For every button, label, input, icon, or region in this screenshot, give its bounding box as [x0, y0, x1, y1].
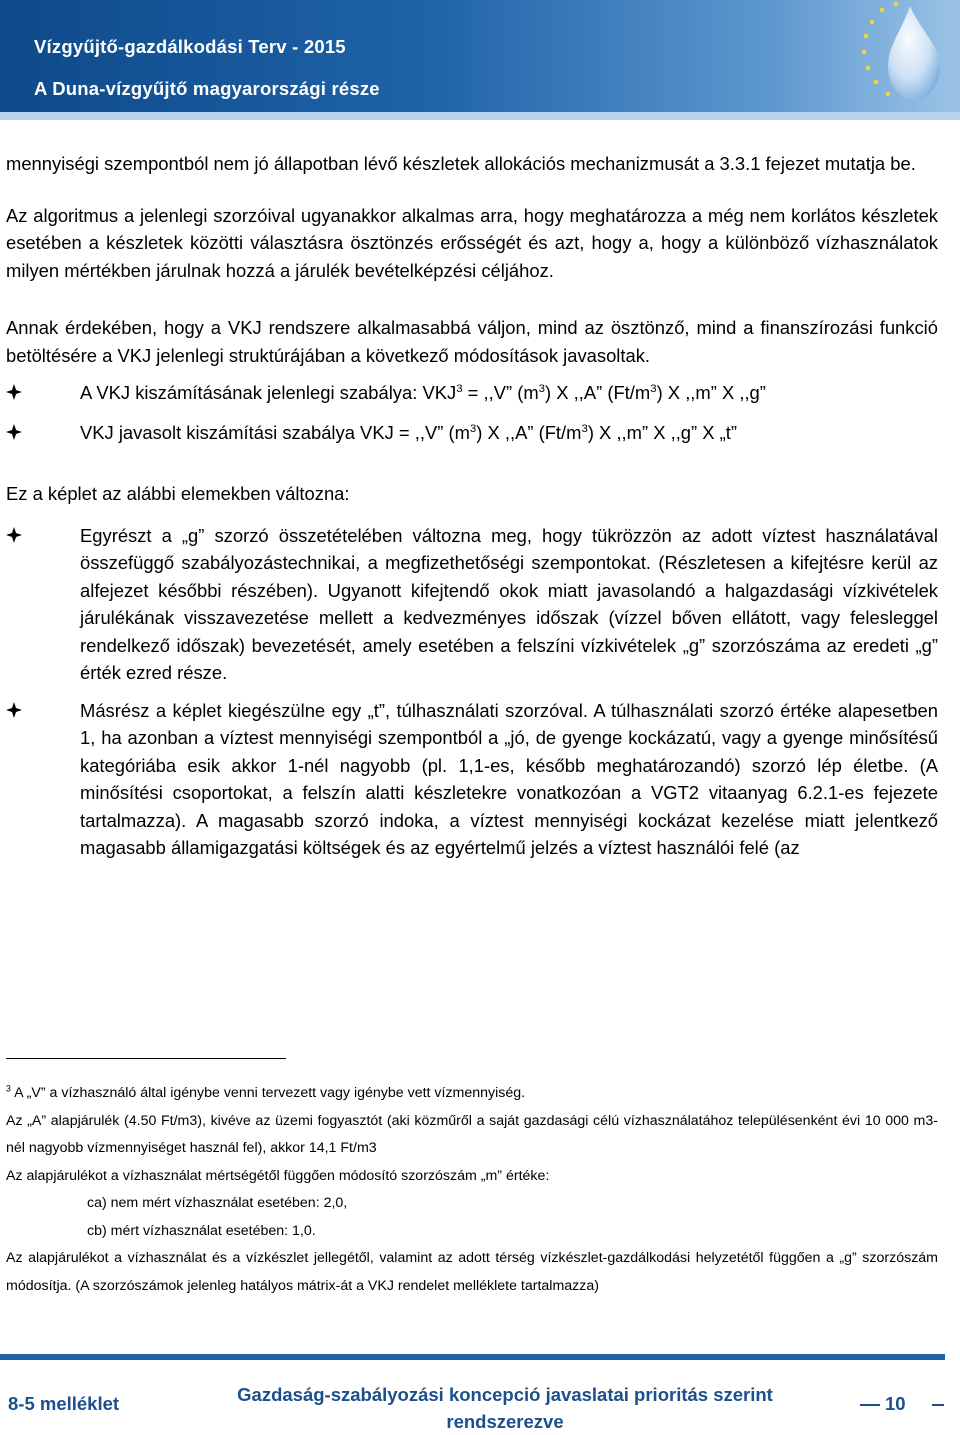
- main-content: [6, 150, 938, 862]
- paragraph-elements: Ez a képlet az alábbi elemekben változna:: [6, 483, 350, 504]
- paragraph-proposal: Annak érdekében, hogy a VKJ rendszere alkalmasabbá váljon, mind az ösztönző, mind a finanszírozási funkció betöltésére a VKJ jelenlegi struktúrájában a következő módosítások javasoltak.: [6, 317, 938, 366]
- header-title: Vízgyűjtő-gazdálkodási Terv - 2015: [34, 36, 346, 57]
- footnote-3: Az alapjárulékot a vízhasználat mértségétől függően módosító szorzószám „m” értéke:: [6, 1167, 550, 1184]
- bullet-t-multiplier: Másrész a képlet kiegészülne egy „t”, túlhasználati szorzóval. A túlhasználati szorzó értéke alapesetben 1, ha azonban a víztest mennyiségi szempontból a „jó, de gyenge kockázatú, vagy a gyenge minősítésű kategóriába esik akkor 1-nél nagyobb (pl. 1,1-es, később meghatározandó) szorzó lép életbe. (A minősítési csoportokat, a felszín alatti készletekre vonatkozóan a VGT2 vitaanyag 6.2.1-es fejezete tartalmazza). A magasabb szorzó indoka, a víztest mennyiségi kockázat kezelése miatt jelentkező magasabb államigazgatási költségek és az egyértelmű jelzés a víztest használói felé (az: [6, 697, 938, 862]
- footer-dash: [932, 1404, 944, 1406]
- footnote-3a: ca) nem mért vízhasználat esetében: 2,0,: [87, 1195, 348, 1211]
- paragraph-intro: mennyiségi szempontból nem jó állapotban lévő készletek allokációs mechanizmusát a 3.3.1 fejezet mutatja be.: [6, 153, 916, 174]
- footnote-2: Az „A” alapjárulék (4.50 Ft/m3), kivéve az üzemi fogyasztót (aki közműről a saját gazdasági célú vízhasználatához településenként évi 10 000 m3-nél nagyobb vízmennyiséget használ fel), akkor 14,1 Ft/m3: [6, 1112, 938, 1156]
- footer-annex-label: 8-5 melléklet: [8, 1393, 120, 1414]
- footer-chapter-title: Gazdaság-szabályozási koncepció javaslatai prioritás szerint rendszerezve: [237, 1384, 773, 1432]
- footnote-3b: cb) mért vízhasználat esetében: 1,0.: [87, 1222, 316, 1239]
- header-subtitle: A Duna-vízgyűjtő magyarországi része: [34, 78, 380, 99]
- sparkle-bullet-icon: [6, 697, 22, 723]
- footnote-rule: [6, 1058, 286, 1059]
- bullet-current-rule: A VKJ kiszámításának jelenlegi szabálya: $VKJ^3 = ,,V$” $(m^3)$ X ,,A” $(Ft/m^3)$ X ,,m” X ,,g”: [6, 379, 938, 407]
- sparkle-bullet-icon: [6, 522, 22, 548]
- bullet-proposed-rule: VKJ javasolt kiszámítási szabálya VKJ = ,,V” $(m^3)$ X ,,A” $(Ft/m^3)$ X ,,m” X ,,g” X „t”: [6, 419, 938, 447]
- page-header: [0, 0, 960, 112]
- header-band: [0, 112, 960, 120]
- page-number: 10: [885, 1393, 906, 1414]
- bullet-g-multiplier: Egyrészt a „g” szorzó összetételében változna meg, hogy tükrözzön az adott víztest használatával összefüggő szabályozástechnikai, a megfizethetőségi szempontokat. (Részletesen a kifejtésre kerül az alfejezet későbbi részében). Ugyanott kifejtendő okok miatt javasolandó a halgazdasági vízkivételek járulékának visszavezetése mellett a kedvezményes időszak (vízzel bőven ellátott, vagy felesleggel rendelkező időszak) bevezetését, amely esetében a felszíni vízkivételek „g” szorzószáma az eredeti „g” érték ezred része.: [6, 522, 938, 687]
- footnote-1: $^3$ A „V” a vízhasználó által igénybe venni tervezett vagy igénybe vett vízmennyiség.: [6, 1083, 526, 1101]
- sparkle-bullet-icon: [6, 379, 22, 405]
- footer-dash: [860, 1404, 880, 1406]
- footnotes: [6, 1080, 938, 1300]
- footer-bar: [0, 1354, 945, 1360]
- paragraph-algorithm: Az algoritmus a jelenlegi szorzóival ugyanakkor alkalmas arra, hogy meghatározza a még nem korlátos készletek esetében a készletek közötti választásra ösztönzés erősségét és azt, hogy a, hogy a különböző vízhasználatok milyen mértékben járulnak hozzá a járulék bevételképzési céljához.: [6, 204, 938, 281]
- footnote-4: Az alapjárulékot a vízhasználat és a vízkészlet jellegétől, valamint az adott térség vízkészlet-gazdálkodási helyzetétől függően a „g” szorzószám módosítja. (A szorzószámok jelenleg hatályos mátrix-át a VKJ rendelet melléklete tartalmazza): [6, 1250, 938, 1294]
- sparkle-bullet-icon: [6, 419, 22, 445]
- water-drop-eu-logo: [810, 0, 960, 112]
